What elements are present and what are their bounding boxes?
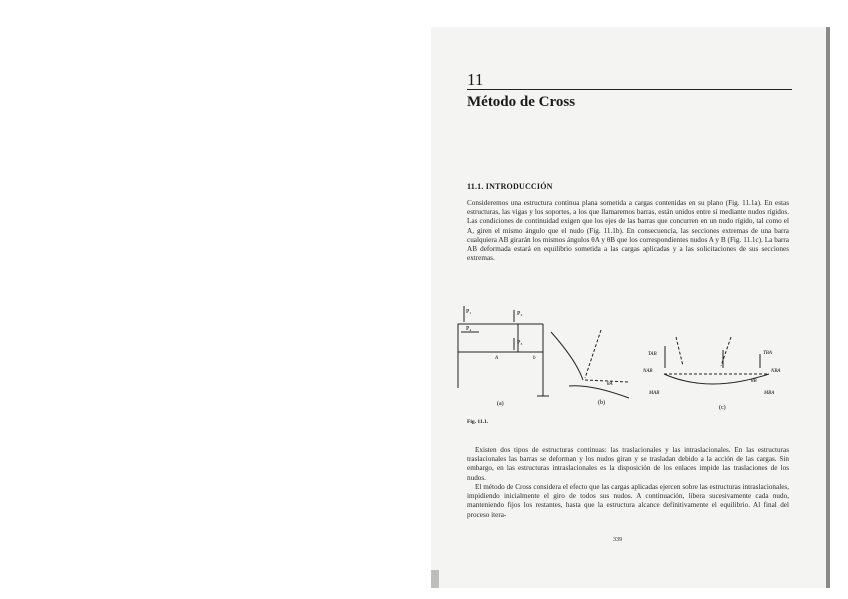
section-title: 11.1. INTRODUCCIÓN bbox=[467, 182, 553, 191]
figure-caption: Fig. 11.1. bbox=[467, 419, 489, 425]
chapter-title: Método de Cross bbox=[467, 94, 576, 110]
label-panel-b: (b) bbox=[598, 400, 605, 406]
label-m-ab: MAB bbox=[649, 391, 660, 396]
label-t-ba: TBA bbox=[763, 351, 772, 356]
chapter-rule bbox=[467, 89, 792, 90]
label-theta-a: θA bbox=[607, 382, 613, 387]
chapter-number: 11 bbox=[467, 70, 484, 89]
label-panel-a: (a) bbox=[497, 401, 504, 407]
label-t-ab: TAB bbox=[648, 352, 657, 357]
label-theta-b: θB bbox=[751, 379, 757, 384]
label-node-b: b bbox=[533, 356, 536, 361]
paragraph-types: Existen dos tipos de estructuras continuas: las traslacionales y las intraslacionales. En las estructuras traslacionales las barras se deforman y los nudos giran y se trasladan debido a la acción de las cargas. Sin embargo, en las estructuras intraslacionales es la disposición de los enlaces impide las traslaciones de los nudos. bbox=[467, 446, 789, 482]
label-p2: P₂ bbox=[517, 311, 523, 317]
deformed-beam bbox=[569, 386, 629, 398]
label-m-ba: MBA bbox=[764, 391, 775, 396]
label-p4: P₄ bbox=[466, 326, 472, 332]
label-node-a: A bbox=[495, 356, 499, 361]
page-binding-edge bbox=[826, 27, 830, 588]
tangent-line bbox=[585, 330, 601, 378]
page-number: 339 bbox=[613, 537, 622, 543]
label-panel-c: (c) bbox=[719, 405, 726, 411]
figure-panel-c bbox=[664, 337, 769, 384]
figure-11-1 bbox=[451, 302, 791, 414]
deformed-column bbox=[551, 332, 583, 380]
label-p3: P₃ bbox=[517, 340, 523, 346]
label-p1: P₁ bbox=[466, 309, 472, 315]
figure-panel-a bbox=[458, 306, 549, 396]
label-n-ab: NAB bbox=[643, 369, 653, 374]
page-edge-shadow bbox=[431, 570, 439, 588]
paragraph-method: El método de Cross considera el efecto que las cargas aplicadas ejercen sobre las estructuras intraslacionales, impidiendo inicialmente el giro de todos sus nudos. A continuación, libera sucesivamente cada nudo, manteniendo fijos los restantes, hasta que la estructura alcance definitivamente el equilibrio. Al final del proceso itera- bbox=[467, 483, 789, 519]
figure-panel-b bbox=[551, 330, 629, 398]
paragraph-intro: Consideremos una estructura continua plana sometida a cargas contenidas en su plano (Fig. 11.1a). En estas estructuras, las vigas y los soportes, a los que llamaremos barras, están unidos entre sí mediante nudos rígidos. Las condiciones de continuidad exigen que los ejes de las barras que concurren en un nudo rígido, tal como el A, giren el mismo ángulo que el nudo (Fig. 11.1b). En consecuencia, las secciones extremas de una barra cualquiera AB girarán los mismos ángulos θA y θB que los correspondientes nudos A y B (Fig. 11.1c). La barra AB deformada estará en equilibrio sometida a las cargas aplicadas y a las solicitaciones de sus secciones extremas. bbox=[467, 199, 789, 263]
label-n-ba: NBA bbox=[771, 369, 781, 374]
